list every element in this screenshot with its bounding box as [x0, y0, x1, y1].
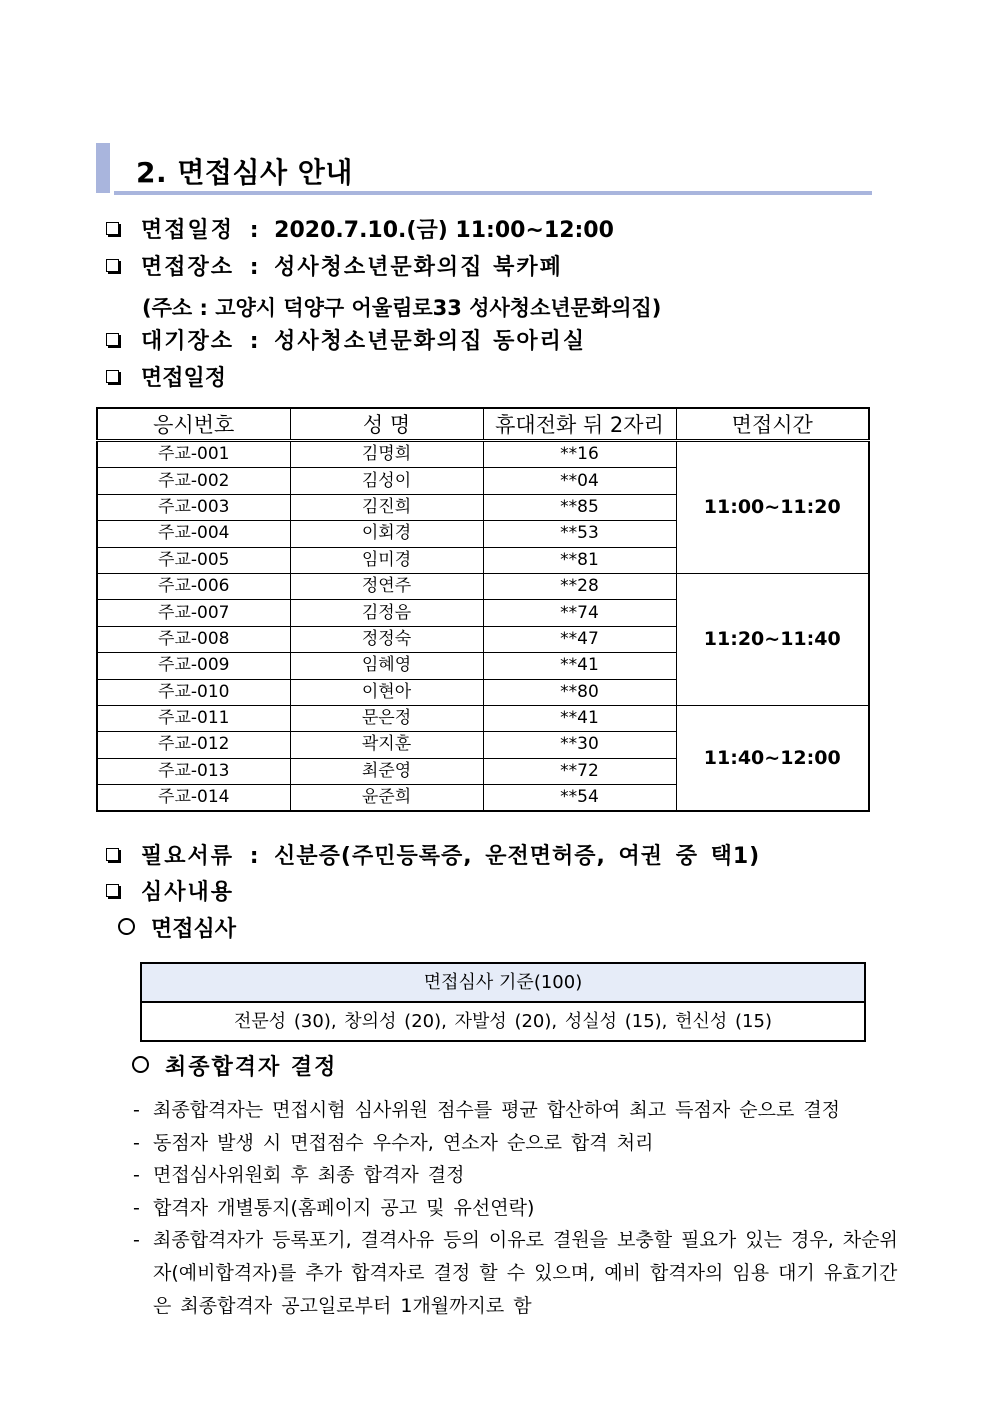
phone-cell: **41 [483, 705, 676, 731]
dash-bullet: - [133, 1196, 140, 1219]
info-waiting [106, 327, 586, 357]
venue-address: (주소 : 고양시 덕양구 어울림로33 성사청소년문화의집) [142, 296, 662, 320]
info-separator: : [249, 844, 259, 869]
name-cell: 임미경 [290, 547, 483, 573]
table-row [97, 573, 869, 599]
checkbox-bullet-icon [106, 259, 119, 272]
applicant-no-cell: 주교-004 [97, 521, 290, 547]
dash-bullet: - [133, 1131, 140, 1154]
time-slot-cell: 11:20~11:40 [676, 573, 869, 705]
applicant-no-cell: 주교-002 [97, 468, 290, 494]
dash-bullet: - [133, 1164, 140, 1187]
list-item [133, 1192, 913, 1225]
name-cell: 정정숙 [290, 626, 483, 652]
applicant-no-cell: 주교-012 [97, 732, 290, 758]
name-cell: 곽지훈 [290, 732, 483, 758]
column-header-name: 성 명 [290, 408, 483, 441]
heading-underline [114, 191, 872, 195]
table-row [97, 705, 869, 731]
circle-bullet-icon [132, 1056, 149, 1073]
info-value: 성사청소년문화의집 북카페 [274, 255, 563, 280]
final-decision-list [133, 1094, 913, 1322]
section-header [96, 143, 872, 195]
phone-cell: **41 [483, 653, 676, 679]
name-cell: 임혜영 [290, 653, 483, 679]
table-row [97, 441, 869, 468]
table-header-row [97, 408, 869, 441]
phone-cell: **53 [483, 521, 676, 547]
info-value: 2020.7.10.(금) 11:00~12:00 [274, 218, 614, 243]
criteria-body: 전문성 (30), 창의성 (20), 자발성 (20), 성실성 (15), 헌신성 (15) [234, 1011, 772, 1032]
column-header-time: 면접시간 [676, 408, 869, 441]
phone-cell: **81 [483, 547, 676, 573]
name-cell: 정연주 [290, 573, 483, 599]
phone-cell: **85 [483, 494, 676, 520]
phone-cell: **72 [483, 758, 676, 784]
list-item-text: 동점자 발생 시 면접점수 우수자, 연소자 순으로 합격 처리 [153, 1131, 654, 1154]
applicant-no-cell: 주교-008 [97, 626, 290, 652]
name-cell: 최준영 [290, 758, 483, 784]
phone-cell: **54 [483, 785, 676, 812]
phone-cell: **30 [483, 732, 676, 758]
dash-bullet: - [133, 1099, 140, 1121]
info-schedule [106, 216, 614, 246]
info-label: 면접장소 [141, 255, 235, 280]
applicant-no-cell: 주교-010 [97, 679, 290, 705]
info-separator: : [249, 329, 259, 354]
applicant-no-cell: 주교-007 [97, 600, 290, 626]
criteria-header: 면접심사 기준(100) [142, 964, 864, 1003]
section-title: 2. 면접심사 안내 [136, 156, 353, 189]
applicant-no-cell: 주교-011 [97, 705, 290, 731]
info-label: 면접일정 [141, 366, 227, 391]
phone-cell: **80 [483, 679, 676, 705]
phone-cell: **28 [483, 573, 676, 599]
checkbox-bullet-icon [106, 370, 119, 383]
name-cell: 김진희 [290, 494, 483, 520]
checkbox-bullet-icon [106, 333, 119, 346]
interview-subheading [118, 915, 236, 945]
list-item [133, 1094, 913, 1127]
checkbox-bullet-icon [106, 884, 119, 897]
info-value: 성사청소년문화의집 동아리실 [274, 329, 587, 354]
phone-cell: **74 [483, 600, 676, 626]
circle-bullet-icon [118, 918, 135, 935]
applicant-no-cell: 주교-013 [97, 758, 290, 784]
info-documents [106, 842, 760, 872]
info-label: 필요서류 [141, 844, 235, 869]
applicant-no-cell: 주교-006 [97, 573, 290, 599]
column-header-applicant-no: 응시번호 [97, 408, 290, 441]
phone-cell: **04 [483, 468, 676, 494]
info-value: 신분증(주민등록증, 운전면허증, 여권 중 택1) [274, 844, 761, 869]
checkbox-bullet-icon [106, 222, 119, 235]
info-review [106, 878, 234, 908]
applicant-no-cell: 주교-003 [97, 494, 290, 520]
applicant-no-cell: 주교-014 [97, 785, 290, 812]
phone-cell: **16 [483, 441, 676, 468]
applicant-no-cell: 주교-001 [97, 441, 290, 468]
list-item-text: 면접심사위원회 후 최종 합격자 결정 [153, 1164, 465, 1187]
interview-title: 면접심사 [151, 917, 237, 942]
list-item [133, 1159, 913, 1192]
info-label: 심사내용 [141, 880, 235, 905]
list-item [133, 1127, 913, 1160]
time-slot-cell: 11:00~11:20 [676, 441, 869, 574]
name-cell: 이회경 [290, 521, 483, 547]
list-item-text: 최종합격자는 면접시험 심사위원 점수를 평균 합산하여 최고 득점자 순으로 결정 [153, 1099, 841, 1121]
checkbox-bullet-icon [106, 848, 119, 861]
info-separator: : [249, 255, 259, 280]
name-cell: 김명희 [290, 441, 483, 468]
column-header-phone: 휴대전화 뒤 2자리 [483, 408, 676, 441]
dash-bullet: - [133, 1229, 140, 1252]
final-subheading [132, 1053, 337, 1083]
applicant-no-cell: 주교-009 [97, 653, 290, 679]
list-item-text: 합격자 개별통지(홈페이지 공고 및 유선연락) [153, 1196, 535, 1219]
name-cell: 이현아 [290, 679, 483, 705]
info-table-heading [106, 364, 226, 394]
phone-cell: **47 [483, 626, 676, 652]
info-separator: : [249, 218, 259, 243]
name-cell: 김성이 [290, 468, 483, 494]
info-label: 면접일정 [141, 218, 235, 243]
applicant-no-cell: 주교-005 [97, 547, 290, 573]
list-item [133, 1224, 911, 1322]
name-cell: 김정음 [290, 600, 483, 626]
heading-accent-bar [96, 143, 110, 193]
name-cell: 문은정 [290, 705, 483, 731]
criteria-box [140, 962, 866, 1042]
list-item-text: 최종합격자가 등록포기, 결격사유 등의 이유로 결원을 보충할 필요가 있는 경우, 차순위자(예비합격자)를 추가 합격자로 결정 할 수 있으며, 예비 합격자의 임용 대기 유효기간은 최종합격자 공고일로부터 1개월까지로 함 [153, 1229, 898, 1317]
time-slot-cell: 11:40~12:00 [676, 705, 869, 811]
info-venue [106, 253, 563, 283]
info-label: 대기장소 [141, 329, 235, 354]
name-cell: 윤준희 [290, 785, 483, 812]
final-title: 최종합격자 결정 [165, 1055, 338, 1080]
interview-schedule-table [96, 407, 870, 812]
